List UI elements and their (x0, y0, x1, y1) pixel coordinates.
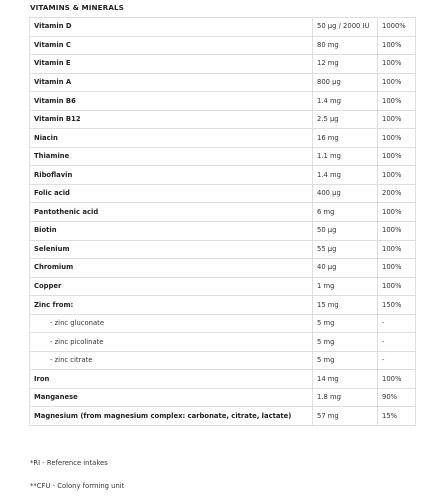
nutrient-name: Vitamin B12 (30, 110, 313, 129)
nutrient-name: Zinc from: (30, 296, 313, 315)
nutrient-name: Vitamin C (30, 36, 313, 55)
nutrient-ri: 100% (378, 277, 416, 296)
nutrient-amount: 5 mg (313, 351, 378, 370)
nutrient-amount: 1.4 mg (313, 166, 378, 185)
nutrient-ri: 100% (378, 203, 416, 222)
table-row (30, 351, 416, 370)
nutrient-amount: 40 µg (313, 259, 378, 278)
nutrient-name: Pantothenic acid (30, 203, 313, 222)
nutrient-ri: 90% (378, 388, 416, 407)
nutrient-ri: 150% (378, 296, 416, 315)
table-row (30, 388, 416, 407)
nutrient-name: Vitamin E (30, 55, 313, 74)
nutrient-amount: 6 mg (313, 203, 378, 222)
nutrient-amount: 50 µg (313, 222, 378, 241)
nutrient-amount: 14 mg (313, 370, 378, 389)
table-row (30, 55, 416, 74)
nutrient-amount: 55 µg (313, 240, 378, 259)
table-row (30, 259, 416, 278)
nutrient-amount: 400 µg (313, 184, 378, 203)
nutrient-amount: 16 mg (313, 129, 378, 148)
vitamins-minerals-table (29, 17, 416, 426)
nutrient-name: Vitamin D (30, 18, 313, 37)
footnote-cfu: **CFU - Colony forming unit (30, 482, 125, 490)
nutrient-ri: - (378, 333, 416, 352)
nutrient-amount: 57 mg (313, 407, 378, 426)
nutrient-amount: 1.4 mg (313, 92, 378, 111)
nutrient-ri: 100% (378, 36, 416, 55)
nutrient-ri: 100% (378, 55, 416, 74)
nutrient-ri: 100% (378, 147, 416, 166)
nutrient-subitem-name: - zinc picolinate (30, 333, 313, 352)
table-row (30, 314, 416, 333)
nutrient-amount: 15 mg (313, 296, 378, 315)
section-title: VITAMINS & MINERALS (30, 3, 124, 12)
table-row (30, 407, 416, 426)
table-row (30, 36, 416, 55)
nutrient-ri: - (378, 351, 416, 370)
nutrient-amount: 1.1 mg (313, 147, 378, 166)
table-row (30, 277, 416, 296)
nutrient-ri: 1000% (378, 18, 416, 37)
nutrient-name: Manganese (30, 388, 313, 407)
nutrient-name: Iron (30, 370, 313, 389)
table-row (30, 333, 416, 352)
table-row (30, 222, 416, 241)
nutrient-ri: 100% (378, 166, 416, 185)
table-row (30, 147, 416, 166)
nutrient-ri: 200% (378, 184, 416, 203)
nutrient-ri: - (378, 314, 416, 333)
table-row (30, 296, 416, 315)
table-row (30, 129, 416, 148)
nutrient-amount: 5 mg (313, 333, 378, 352)
nutrient-amount: 80 mg (313, 36, 378, 55)
nutrient-name: Riboflavin (30, 166, 313, 185)
nutrient-name: Magnesium (from magnesium complex: carbonate, citrate, lactate) (30, 407, 313, 426)
nutrient-ri: 100% (378, 129, 416, 148)
nutrient-name: Folic acid (30, 184, 313, 203)
nutrient-ri: 15% (378, 407, 416, 426)
footnote-ri: *RI - Reference intakes (30, 459, 108, 467)
nutrient-name: Vitamin A (30, 73, 313, 92)
nutrient-ri: 100% (378, 222, 416, 241)
nutrient-ri: 100% (378, 73, 416, 92)
nutrient-ri: 100% (378, 370, 416, 389)
nutrient-name: Selenium (30, 240, 313, 259)
table-row (30, 18, 416, 37)
table-row (30, 240, 416, 259)
nutrient-amount: 1 mg (313, 277, 378, 296)
table-row (30, 73, 416, 92)
table-row (30, 203, 416, 222)
nutrient-name: Copper (30, 277, 313, 296)
nutrient-subitem-name: - zinc citrate (30, 351, 313, 370)
nutrient-name: Niacin (30, 129, 313, 148)
nutrient-name: Thiamine (30, 147, 313, 166)
table-row (30, 110, 416, 129)
nutrient-amount: 800 µg (313, 73, 378, 92)
table-row (30, 184, 416, 203)
nutrient-ri: 100% (378, 92, 416, 111)
table-row (30, 92, 416, 111)
nutrient-amount: 1.8 mg (313, 388, 378, 407)
nutrient-ri: 100% (378, 240, 416, 259)
table-row (30, 370, 416, 389)
nutrient-name: Vitamin B6 (30, 92, 313, 111)
table-row (30, 166, 416, 185)
nutrient-amount: 50 µg / 2000 IU (313, 18, 378, 37)
nutrient-name: Biotin (30, 222, 313, 241)
nutrient-amount: 2.5 µg (313, 110, 378, 129)
nutrient-name: Chromium (30, 259, 313, 278)
nutrient-amount: 12 mg (313, 55, 378, 74)
nutrient-ri: 100% (378, 259, 416, 278)
nutrient-subitem-name: - zinc gluconate (30, 314, 313, 333)
nutrient-amount: 5 mg (313, 314, 378, 333)
nutrient-ri: 100% (378, 110, 416, 129)
